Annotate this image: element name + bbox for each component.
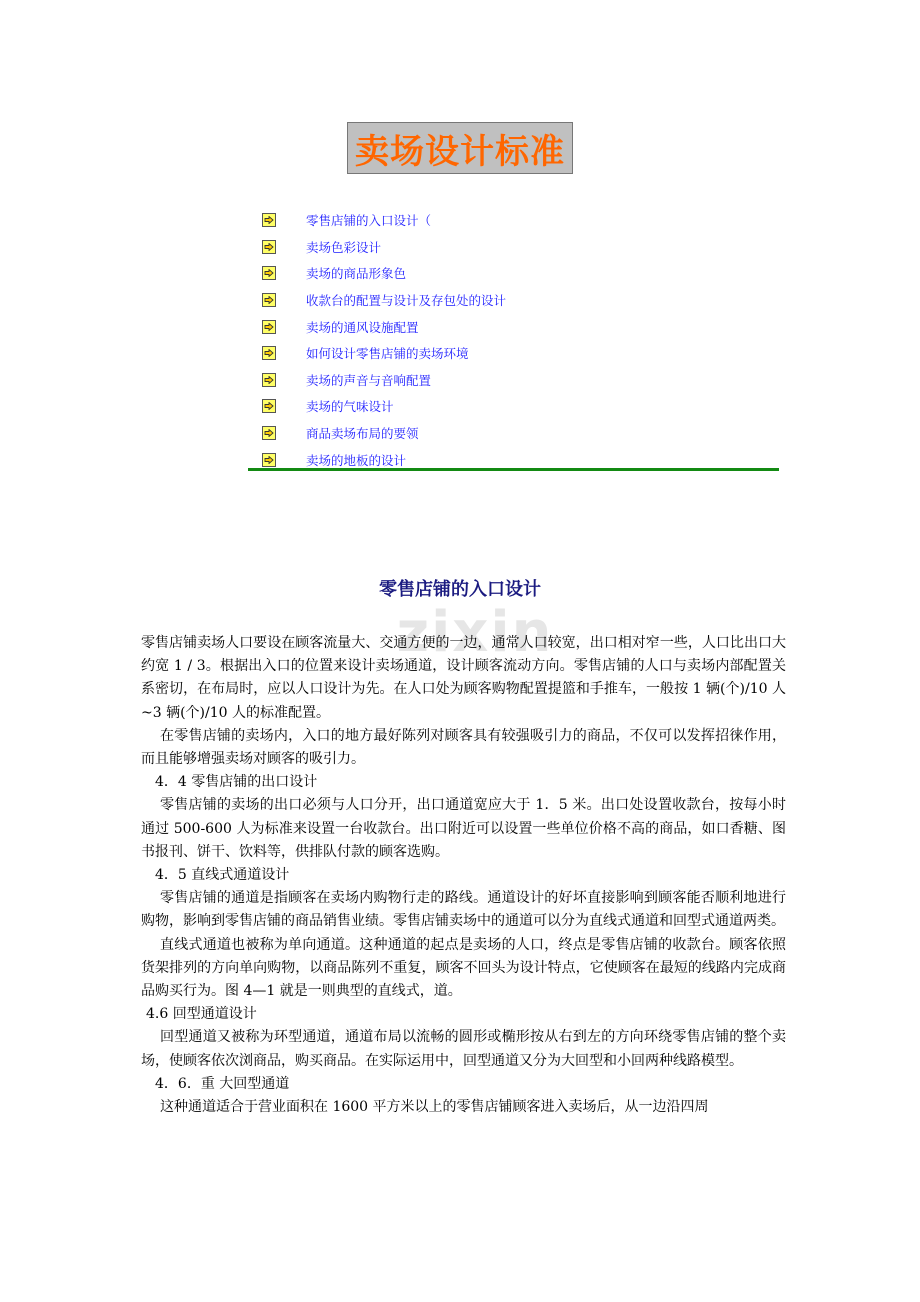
toc-link-product-image-color[interactable]: 卖场的商品形象色 [306, 266, 407, 282]
paragraph: 零售店铺的通道是指顾客在卖场内购物行走的路线。通道设计的好坏直接影响到顾客能否顺利地进行购物，影响到零售店铺的商品销售业绩。零售店铺卖场中的通道可以分为直线式通道和回型式通道两类。 [141, 890, 786, 930]
toc-link-layout-essentials[interactable]: 商品卖场布局的要领 [306, 426, 419, 442]
toc-item[interactable] [262, 234, 778, 261]
toc-item[interactable] [262, 393, 778, 420]
arrow-right-icon [262, 453, 276, 467]
toc-link-floor-design[interactable]: 卖场的地板的设计 [306, 452, 407, 468]
paragraph: 回型通道又被称为环型通道，通道布局以流畅的圆形或椭形按从右到左的方向环绕零售店铺的整个卖场，使顾客依次浏商品，购买商品。在实际运用中，回型通道又分为大回型和小回两种线路模型。 [141, 1029, 786, 1069]
toc-link-scent-design[interactable]: 卖场的气味设计 [306, 399, 394, 415]
paragraph: 这种通道适合于营业面积在 1600 平方米以上的零售店铺顾客进入卖场后，从一边沿四周 [160, 1099, 709, 1116]
toc-item[interactable] [262, 207, 778, 234]
arrow-right-icon [262, 213, 276, 227]
arrow-right-icon [262, 293, 276, 307]
page-title: 卖场设计标准 [347, 122, 573, 174]
paragraph: 零售店铺卖场人口要设在顾客流量大、交通方便的一边，通常人口较宽，出口相对窄一些，人口比出口大约宽 1 / 3。根据出入口的位置来设计卖场通道，设计顾客流动方向。零售店铺的人口与卖场内部配置关系密切，在布局时，应以人口设计为先。在人口处为顾客购物配置提篮和手推车，一般按 1 辆(个)/10 人~3 辆(个)/10 人的标准配置。 [141, 635, 786, 721]
toc-item[interactable] [262, 287, 778, 314]
watermark: zixin [396, 600, 554, 665]
toc-link-color-design[interactable]: 卖场色彩设计 [306, 239, 382, 255]
table-of-contents [262, 207, 778, 473]
subheading: 4.6 回型通道设计 [146, 1006, 257, 1023]
article-body [141, 632, 786, 1119]
subheading: 4．5 直线式通道设计 [155, 867, 290, 884]
subheading: 4．6．重 大回型通道 [155, 1075, 290, 1092]
section-title: 零售店铺的入口设计 [379, 579, 541, 600]
toc-link-sound-audio[interactable]: 卖场的声音与音响配置 [306, 372, 432, 388]
toc-link-store-environment[interactable]: 如何设计零售店铺的卖场环境 [306, 346, 469, 362]
arrow-right-icon [262, 346, 276, 360]
toc-item[interactable] [262, 420, 778, 447]
toc-link-entrance-design[interactable]: 零售店铺的入口设计（ [306, 213, 432, 229]
arrow-right-icon [262, 266, 276, 280]
divider [248, 468, 779, 471]
toc-link-ventilation[interactable]: 卖场的通风设施配置 [306, 319, 419, 335]
arrow-right-icon [262, 320, 276, 334]
toc-link-checkout-design[interactable]: 收款台的配置与设计及存包处的设计 [306, 293, 507, 309]
paragraph: 零售店铺的卖场的出口必须与人口分开，出口通道宽应大于 1．5 米。出口处设置收款台，按每小时通过 500-600 人为标准来设置一台收款台。出口附近可以设置一些单位价格不高的商品，如口香糖、图书报刊、饼干、饮料等，供排队付款的顾客选购。 [141, 797, 786, 860]
subheading: 4．4 零售店铺的出口设计 [155, 774, 318, 791]
toc-item[interactable] [262, 313, 778, 340]
toc-item[interactable] [262, 260, 778, 287]
toc-item[interactable] [262, 367, 778, 394]
arrow-right-icon [262, 373, 276, 387]
arrow-right-icon [262, 426, 276, 440]
toc-item[interactable] [262, 340, 778, 367]
arrow-right-icon [262, 399, 276, 413]
arrow-right-icon [262, 240, 276, 254]
paragraph: 在零售店铺的卖场内，入口的地方最好陈列对顾客具有较强吸引力的商品，不仅可以发挥招徕作用，而且能够增强卖场对顾客的吸引力。 [141, 727, 786, 768]
paragraph: 直线式通道也被称为单向通道。这种通道的起点是卖场的人口，终点是零售店铺的收款台。顾客依照货架排列的方向单向购物，以商品陈列不重复，顾客不回头为设计特点，它使顾客在最短的线路内完成商品购买行为。图 4—1 就是一则典型的直线式，道。 [141, 936, 786, 1000]
